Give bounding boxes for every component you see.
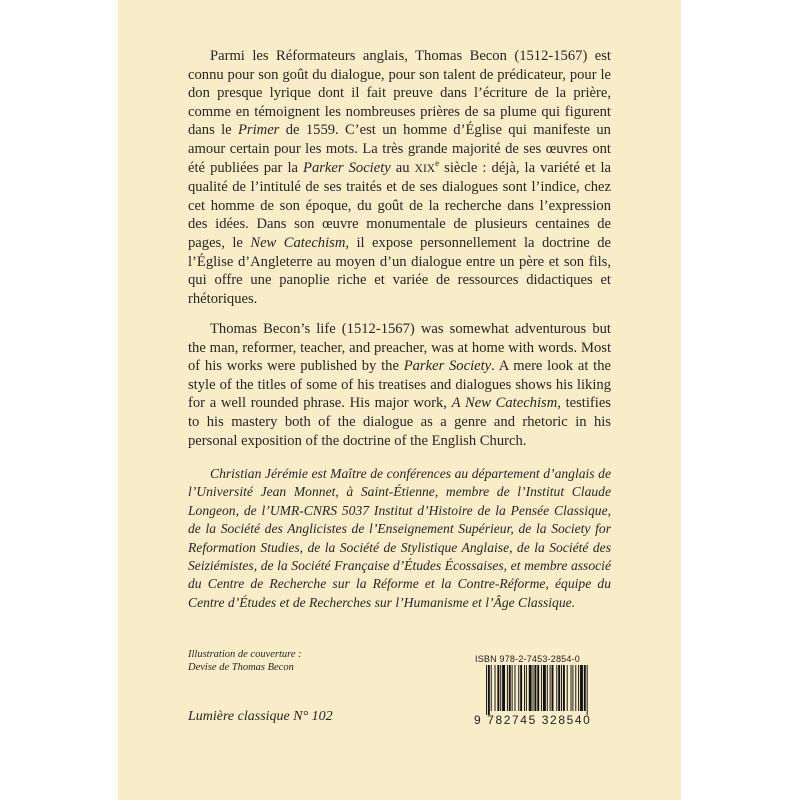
barcode-digits: 9 782745 328540 [474, 713, 592, 727]
credit-label: Illustration de couverture : [188, 649, 302, 660]
isbn-number: ISBN 978-2-7453-2854-0 [475, 654, 580, 664]
isbn-barcode [474, 654, 611, 736]
french-summary: Parmi les Réformateurs anglais, Thomas Becon (1512-1567) est connu pour son goût du dialogue, pour son talent de prédicateur, pour le don presque lyrique dont il fait preuve dans l’écriture de la prière, comme en témoignent les nombreuses prières de sa plume qui figurent dans le Primer de 1559. C’est un homme d’Église qui manifeste un amour certain pour les mots. La très grande majorité de ses œuvres ont été publiées par la Parker Society au XIXe siècle : déjà, la variété et la qualité de l’intitulé de ses traités et de ses dialogues sont l’indice, chez cet homme de son époque, du goût de la recherche dans l’expression des idées. Dans son œuvre monumentale de plusieurs centaines de pages, le New Catechism, il expose personnellement la doctrine de l’Église d’Angleterre au moyen d’un dialogue entre un père et son fils, qui offre une panoplie riche et variée de ressources didactiques et rhétoriques. [188, 48, 611, 307]
new-catechism-title: New Catechism [250, 234, 346, 251]
barcode-bars [474, 665, 611, 715]
series-number: Lumière classique N° 102 [188, 709, 333, 724]
english-summary: Thomas Becon’s life (1512-1567) was somewhat adventurous but the man, reformer, teacher, and preacher, was at home with words. Most of his works were published by the Parker Society. A mere look at the style of the titles of some of his treatises and dialogues shows his liking for a well rounded phrase. His major work, A New Catechism, testifies to his mastery both of the dialogue as a genre and rhetoric in his personal exposition of the doctrine of the English Church. [188, 321, 611, 449]
credit-value: Devise de Thomas Becon [188, 662, 294, 673]
cover-illustration-credit [188, 648, 302, 674]
parker-society-title: Parker Society [303, 159, 391, 176]
primer-title: Primer [238, 122, 280, 139]
author-bio: Christian Jérémie est Maître de conférences au département d’anglais de l’Université Jean Monnet, à Saint-Étienne, membre de l’Institut Claude Longeon, de l’UMR-CNRS 5037 Institut d’Histoire de la Pensée Classique, de la Société des Anglicistes de l’Enseignement Supérieur, de la Society for Reformation Studies, de la Société de Stylistique Anglaise, de la Société des Seiziémistes, de la Société Française d’Études Écossaises, et membre associé du Centre de Recherche sur la Réforme et la Contre-Réforme, équipe du Centre d’Études et de Recherches sur l’Humanisme et l’Âge Classique. [188, 466, 611, 610]
parker-society-title-en: Parker Society [403, 358, 492, 375]
new-catechism-title-en: A New Catechism [451, 395, 558, 412]
